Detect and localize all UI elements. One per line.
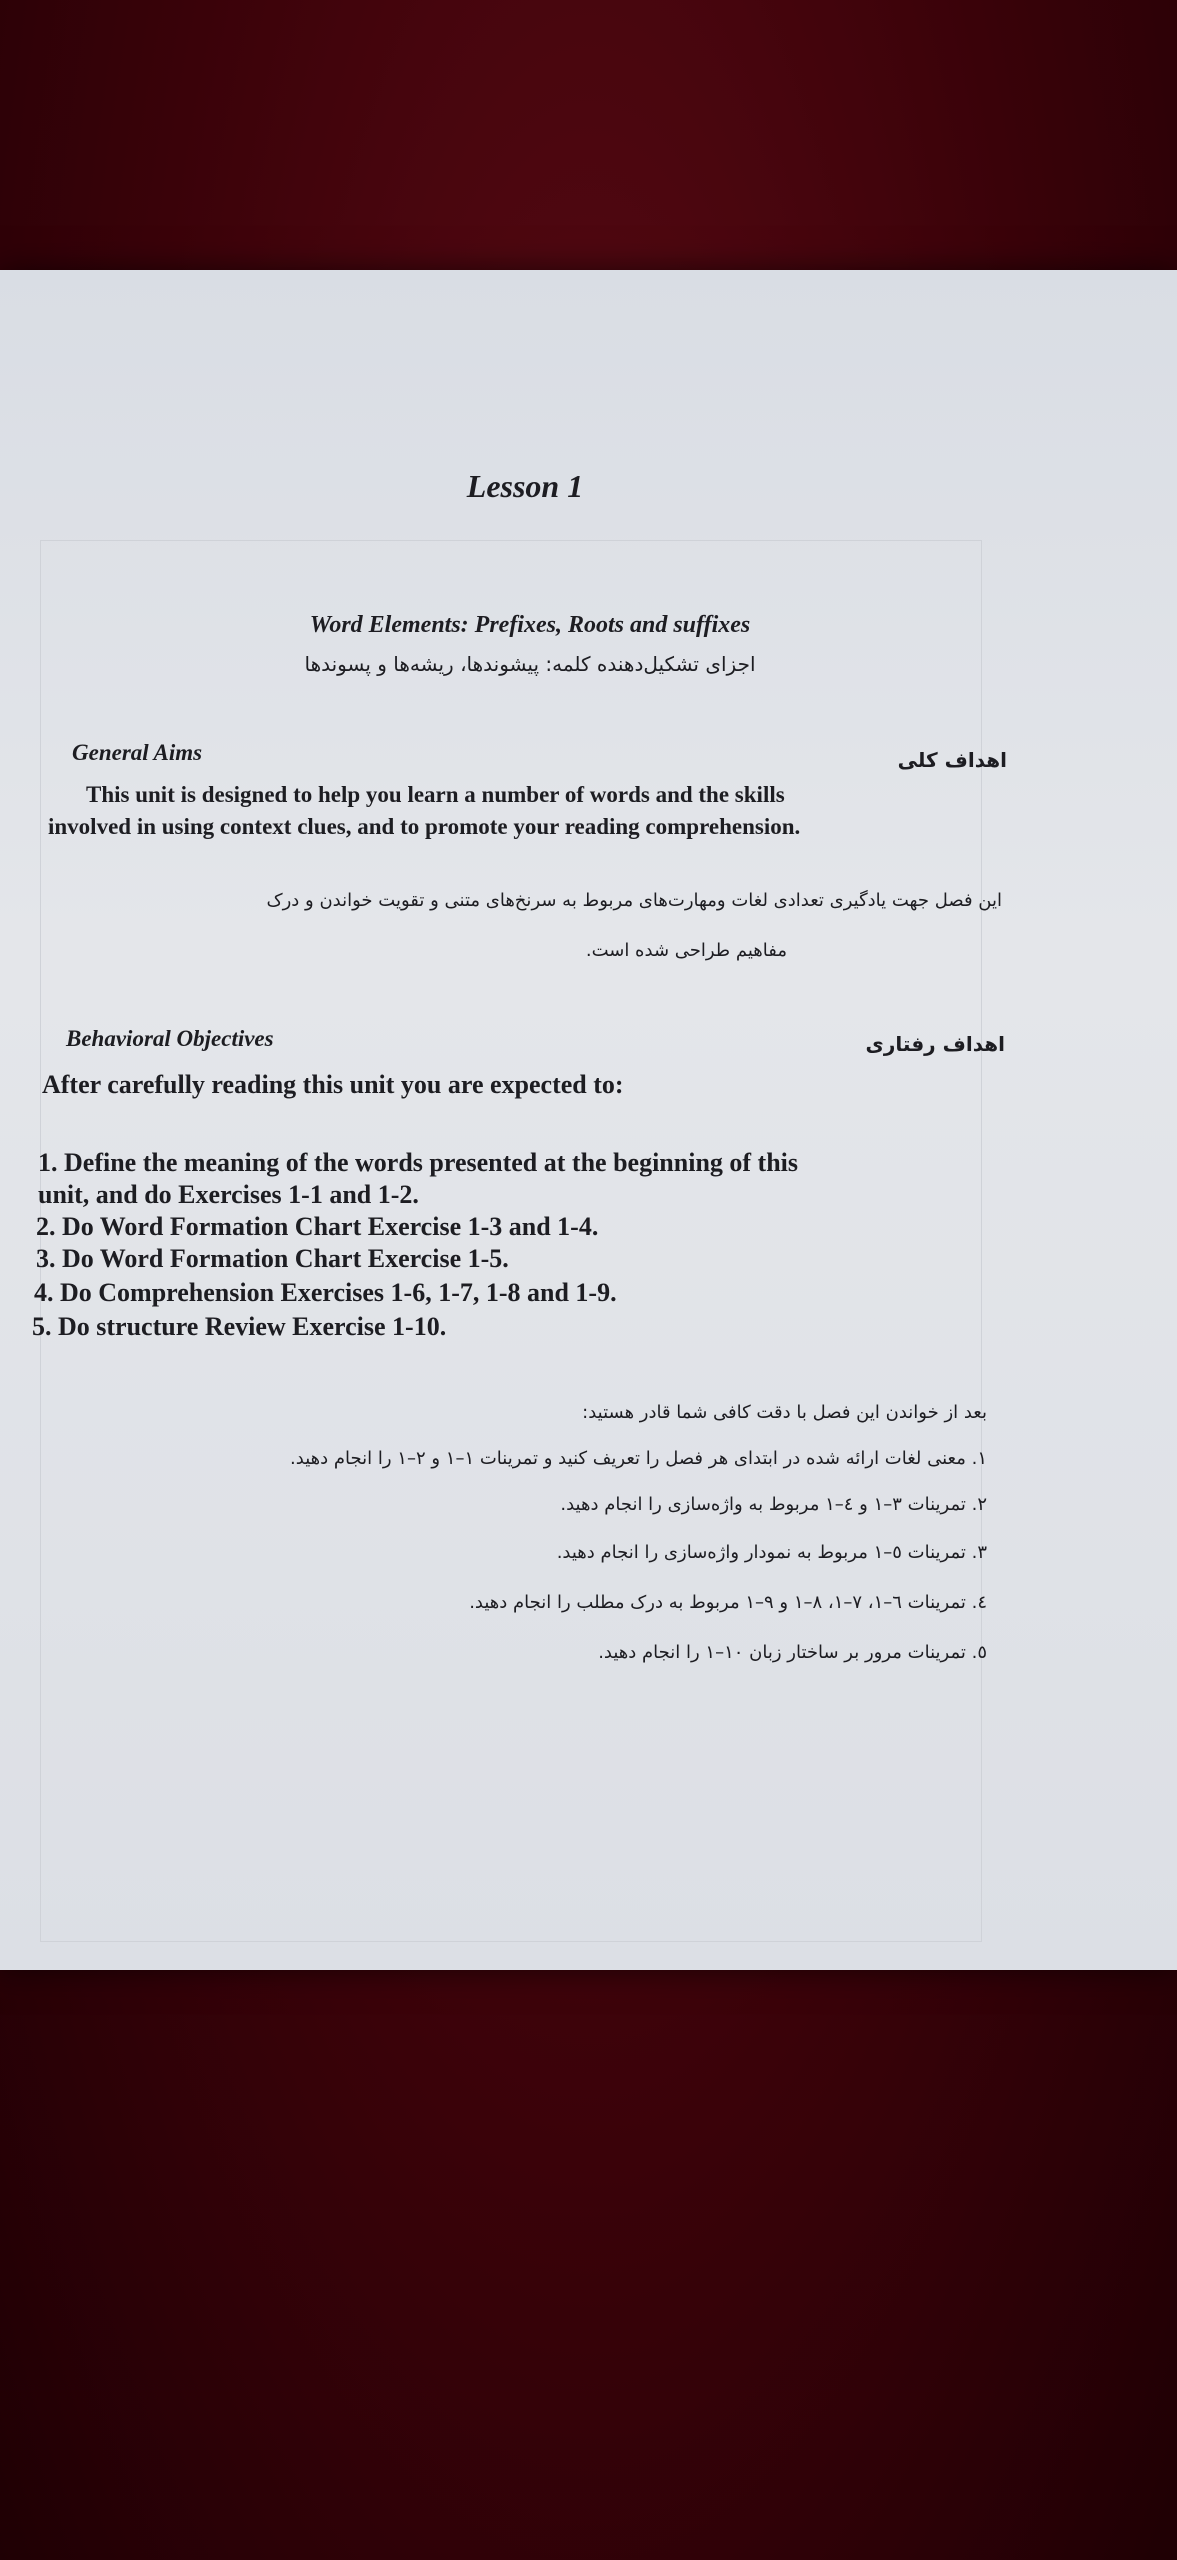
objectives-intro-fa: بعد از خواندن این فصل با دقت کافی شما قادر هستید: xyxy=(582,1402,987,1423)
objectives-intro: After carefully reading this unit you are expected to: xyxy=(42,1070,624,1099)
objective-item-fa: ٤. تمرینات ٦–۱، ۷–۱، ۸–۱ و ۹–۱ مربوط به درک مطلب را انجام دهید. xyxy=(469,1592,987,1613)
objective-item-fa: ۳. تمرینات ٥–۱ مربوط به نمودار واژه‌سازی را انجام دهید. xyxy=(556,1542,987,1563)
objective-item: 2. Do Word Formation Chart Exercise 1-3 and 1-4. xyxy=(36,1212,599,1241)
subtitle-en: Word Elements: Prefixes, Roots and suffixes xyxy=(309,612,751,638)
objective-item-fa: ۲. تمرینات ۳–۱ و ٤–۱ مربوط به واژه‌سازی را انجام دهید. xyxy=(560,1494,987,1515)
objective-item: unit, and do Exercises 1-1 and 1-2. xyxy=(38,1180,419,1209)
general-aims-heading-fa: اهداف کلی xyxy=(897,748,1007,772)
general-aims-text-line-2: involved in using context clues, and to promote your reading comprehension. xyxy=(48,814,801,839)
general-aims-text-fa-line-2: مفاهیم طراحی شده است. xyxy=(585,940,787,961)
objective-item-fa: ٥. تمرینات مرور بر ساختار زبان ۱۰–۱ را انجام دهید. xyxy=(598,1642,987,1663)
subtitle-fa: اجزای تشکیل‌دهنده کلمه: پیشوندها، ریشه‌ها و پسوندها xyxy=(304,652,756,676)
behavioral-objectives-heading: Behavioral Objectives xyxy=(66,1026,274,1051)
behavioral-objectives-heading-fa: اهداف رفتاری xyxy=(865,1032,1005,1056)
objective-item: 1. Define the meaning of the words presented at the beginning of this xyxy=(38,1148,799,1177)
objective-item-fa: ۱. معنی لغات ارائه شده در ابتدای هر فصل را تعریف کنید و تمرینات ۱–۱ و ۲–۱ را انجام دهید. xyxy=(290,1448,987,1469)
general-aims-text-line-1: This unit is designed to help you learn a number of words and the skills xyxy=(86,782,785,807)
general-aims-text-fa-line-1: این فصل جهت یادگیری تعدادی لغات ومهارت‌های مربوط به سرنخ‌های متنی و تقویت خواندن و درک xyxy=(266,890,1002,911)
book-page xyxy=(0,270,1177,1970)
objective-item: 3. Do Word Formation Chart Exercise 1-5. xyxy=(36,1244,509,1273)
general-aims-heading: General Aims xyxy=(72,740,203,765)
objective-item: 5. Do structure Review Exercise 1-10. xyxy=(32,1312,447,1341)
lesson-title: Lesson 1 xyxy=(466,468,584,504)
objective-item: 4. Do Comprehension Exercises 1-6, 1-7, 1-8 and 1-9. xyxy=(34,1278,617,1307)
